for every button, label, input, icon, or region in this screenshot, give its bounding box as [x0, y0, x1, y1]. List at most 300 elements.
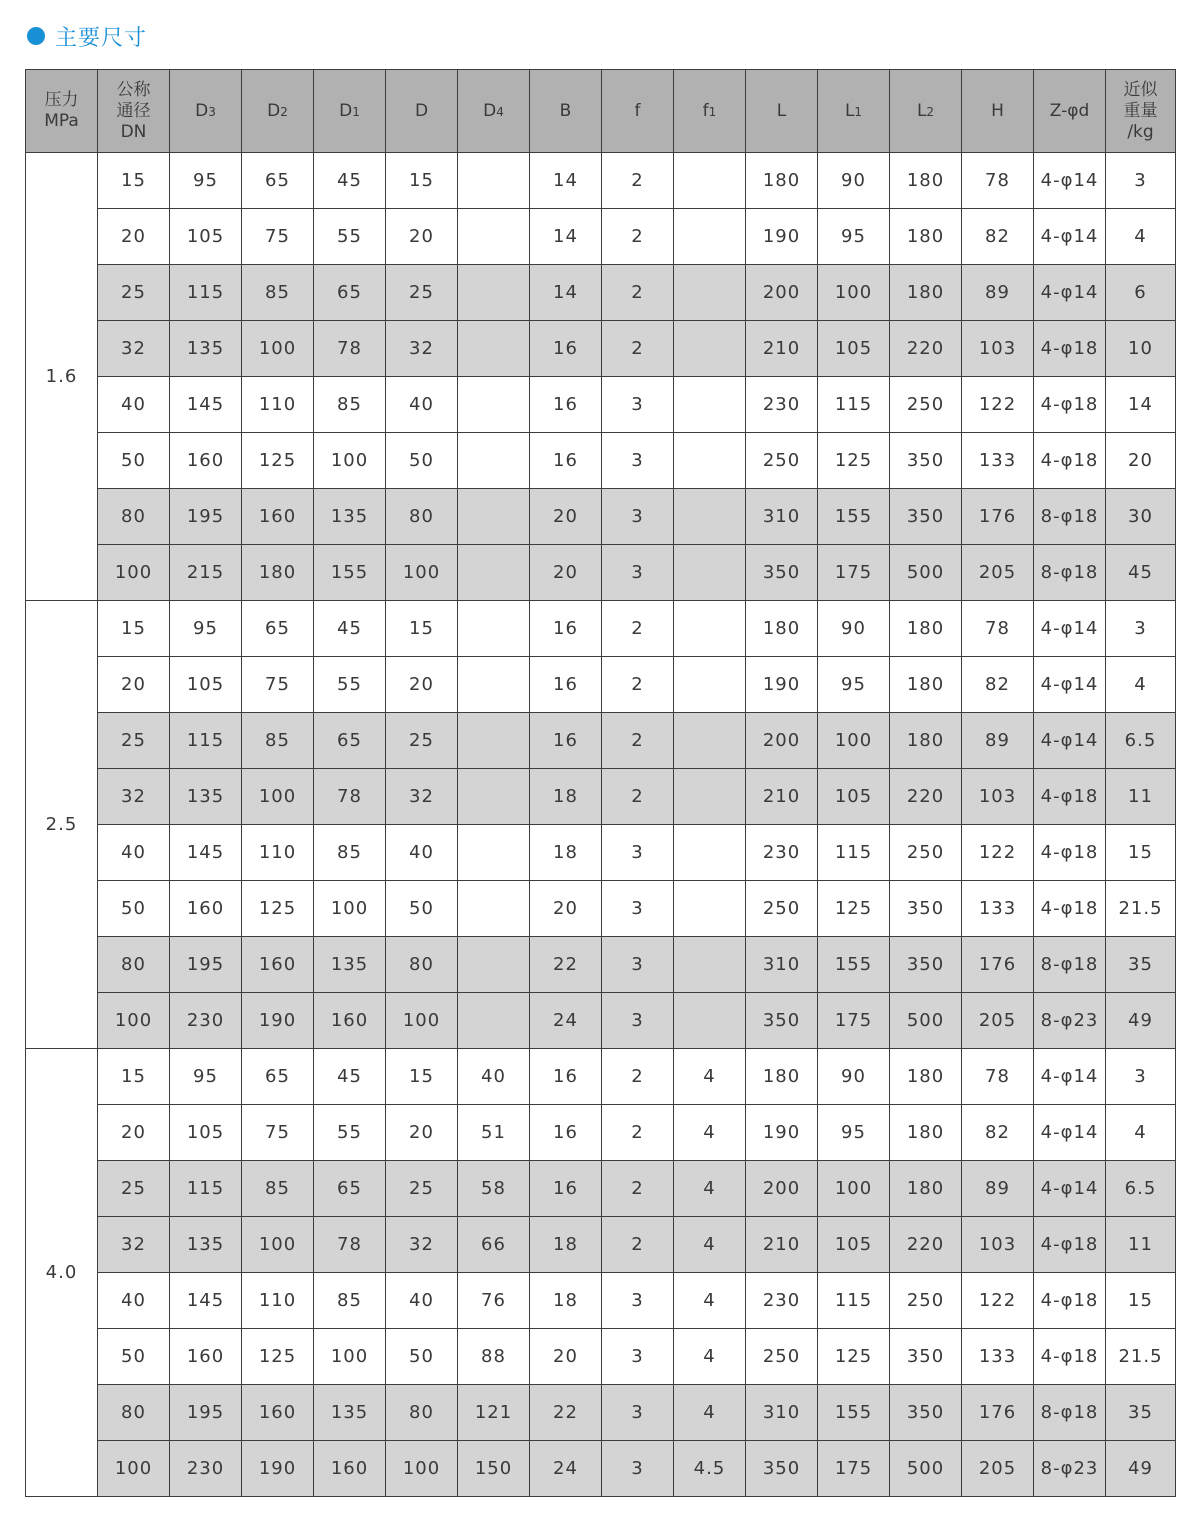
cell-d1: 65 [314, 713, 386, 769]
cell-d4 [458, 489, 530, 545]
cell-b: 24 [530, 1441, 602, 1497]
cell-d3: 195 [170, 1385, 242, 1441]
cell-l2: 350 [890, 1329, 962, 1385]
cell-b: 18 [530, 769, 602, 825]
cell-weight: 35 [1106, 1385, 1176, 1441]
cell-f: 3 [602, 937, 674, 993]
cell-d3: 160 [170, 881, 242, 937]
cell-f: 2 [602, 713, 674, 769]
table-row [26, 377, 1176, 433]
cell-d3: 95 [170, 1049, 242, 1105]
cell-b: 16 [530, 433, 602, 489]
cell-h: 176 [962, 937, 1034, 993]
cell-b: 16 [530, 713, 602, 769]
cell-dn: 100 [98, 993, 170, 1049]
cell-zd: 8-φ18 [1034, 489, 1106, 545]
cell-f: 3 [602, 433, 674, 489]
header-d: D [386, 70, 458, 153]
cell-l: 250 [746, 1329, 818, 1385]
cell-f1 [674, 993, 746, 1049]
cell-f1: 4 [674, 1385, 746, 1441]
cell-weight: 21.5 [1106, 1329, 1176, 1385]
cell-zd: 4-φ14 [1034, 1161, 1106, 1217]
cell-dn: 15 [98, 1049, 170, 1105]
cell-b: 14 [530, 265, 602, 321]
cell-weight: 3 [1106, 1049, 1176, 1105]
cell-l2: 180 [890, 265, 962, 321]
cell-d3: 195 [170, 489, 242, 545]
cell-zd: 8-φ23 [1034, 1441, 1106, 1497]
cell-dn: 32 [98, 1217, 170, 1273]
cell-weight: 3 [1106, 153, 1176, 209]
header-h: H [962, 70, 1034, 153]
cell-d1: 135 [314, 937, 386, 993]
cell-l: 210 [746, 769, 818, 825]
table-header-row [26, 70, 1176, 153]
cell-d4 [458, 601, 530, 657]
cell-l: 350 [746, 993, 818, 1049]
cell-d4 [458, 265, 530, 321]
cell-l: 350 [746, 545, 818, 601]
cell-weight: 6.5 [1106, 713, 1176, 769]
cell-d1: 85 [314, 1273, 386, 1329]
cell-d4: 88 [458, 1329, 530, 1385]
cell-weight: 35 [1106, 937, 1176, 993]
cell-l1: 100 [818, 713, 890, 769]
cell-d: 32 [386, 321, 458, 377]
header-d1: D1 [314, 70, 386, 153]
cell-zd: 4-φ14 [1034, 657, 1106, 713]
cell-weight: 14 [1106, 377, 1176, 433]
cell-f1 [674, 769, 746, 825]
cell-f1 [674, 209, 746, 265]
cell-b: 16 [530, 321, 602, 377]
cell-d3: 135 [170, 769, 242, 825]
cell-d4 [458, 545, 530, 601]
cell-d: 15 [386, 601, 458, 657]
cell-b: 20 [530, 489, 602, 545]
cell-b: 22 [530, 937, 602, 993]
table-row [26, 993, 1176, 1049]
cell-l: 310 [746, 937, 818, 993]
cell-d2: 65 [242, 1049, 314, 1105]
cell-d4 [458, 209, 530, 265]
cell-l2: 250 [890, 377, 962, 433]
cell-d: 40 [386, 1273, 458, 1329]
table-row [26, 489, 1176, 545]
cell-f1 [674, 489, 746, 545]
cell-f1 [674, 713, 746, 769]
cell-weight: 15 [1106, 1273, 1176, 1329]
cell-d4 [458, 881, 530, 937]
cell-f: 2 [602, 1161, 674, 1217]
cell-h: 176 [962, 489, 1034, 545]
cell-zd: 8-φ23 [1034, 993, 1106, 1049]
header-pressure: 压力 MPa [26, 70, 98, 153]
cell-f1 [674, 825, 746, 881]
cell-f: 3 [602, 881, 674, 937]
cell-f: 2 [602, 265, 674, 321]
cell-l2: 350 [890, 937, 962, 993]
table-row [26, 601, 1176, 657]
header-dn: 公称 通径 DN [98, 70, 170, 153]
cell-l2: 350 [890, 433, 962, 489]
cell-l2: 350 [890, 1385, 962, 1441]
cell-dn: 32 [98, 769, 170, 825]
cell-b: 18 [530, 1217, 602, 1273]
cell-l1: 155 [818, 937, 890, 993]
cell-zd: 4-φ14 [1034, 1105, 1106, 1161]
cell-f1: 4 [674, 1161, 746, 1217]
cell-d: 80 [386, 489, 458, 545]
cell-dn: 40 [98, 825, 170, 881]
cell-d3: 95 [170, 153, 242, 209]
cell-f: 2 [602, 657, 674, 713]
section-heading [27, 20, 147, 52]
cell-d2: 65 [242, 601, 314, 657]
cell-l2: 250 [890, 1273, 962, 1329]
cell-dn: 50 [98, 881, 170, 937]
cell-l1: 95 [818, 209, 890, 265]
cell-l: 200 [746, 713, 818, 769]
cell-d4: 76 [458, 1273, 530, 1329]
cell-l1: 105 [818, 769, 890, 825]
cell-f: 3 [602, 825, 674, 881]
pressure-cell: 2.5 [26, 601, 98, 1049]
cell-l1: 175 [818, 1441, 890, 1497]
cell-zd: 4-φ18 [1034, 433, 1106, 489]
cell-l: 190 [746, 657, 818, 713]
cell-b: 16 [530, 1161, 602, 1217]
cell-f: 2 [602, 321, 674, 377]
cell-h: 78 [962, 1049, 1034, 1105]
table-row [26, 433, 1176, 489]
cell-b: 16 [530, 657, 602, 713]
cell-h: 205 [962, 993, 1034, 1049]
cell-l1: 90 [818, 601, 890, 657]
table-body [26, 153, 1176, 1497]
table-row [26, 1441, 1176, 1497]
cell-l2: 500 [890, 993, 962, 1049]
cell-b: 24 [530, 993, 602, 1049]
table-row [26, 209, 1176, 265]
cell-h: 205 [962, 1441, 1034, 1497]
cell-dn: 25 [98, 1161, 170, 1217]
cell-d2: 190 [242, 1441, 314, 1497]
cell-zd: 4-φ14 [1034, 601, 1106, 657]
cell-d1: 155 [314, 545, 386, 601]
cell-d1: 135 [314, 1385, 386, 1441]
table-row [26, 713, 1176, 769]
cell-d2: 100 [242, 321, 314, 377]
header-l: L [746, 70, 818, 153]
cell-l: 250 [746, 433, 818, 489]
cell-l: 210 [746, 1217, 818, 1273]
cell-h: 122 [962, 1273, 1034, 1329]
bullet-dot-icon [27, 27, 45, 45]
cell-weight: 10 [1106, 321, 1176, 377]
table-row [26, 1161, 1176, 1217]
cell-h: 89 [962, 1161, 1034, 1217]
cell-l2: 220 [890, 1217, 962, 1273]
cell-zd: 4-φ18 [1034, 769, 1106, 825]
cell-d3: 160 [170, 433, 242, 489]
cell-h: 82 [962, 209, 1034, 265]
cell-h: 82 [962, 1105, 1034, 1161]
header-b: B [530, 70, 602, 153]
cell-d4: 66 [458, 1217, 530, 1273]
cell-f: 2 [602, 601, 674, 657]
cell-d3: 95 [170, 601, 242, 657]
cell-l1: 125 [818, 433, 890, 489]
cell-zd: 4-φ18 [1034, 881, 1106, 937]
cell-d: 25 [386, 1161, 458, 1217]
cell-b: 14 [530, 209, 602, 265]
cell-l1: 155 [818, 489, 890, 545]
cell-d: 20 [386, 1105, 458, 1161]
cell-l2: 220 [890, 769, 962, 825]
cell-l2: 180 [890, 1049, 962, 1105]
cell-weight: 6 [1106, 265, 1176, 321]
cell-d2: 75 [242, 1105, 314, 1161]
header-d3: D3 [170, 70, 242, 153]
cell-d4 [458, 433, 530, 489]
cell-h: 103 [962, 769, 1034, 825]
cell-f: 3 [602, 1441, 674, 1497]
cell-l: 180 [746, 153, 818, 209]
header-f: f [602, 70, 674, 153]
cell-weight: 4 [1106, 657, 1176, 713]
cell-h: 82 [962, 657, 1034, 713]
cell-f: 3 [602, 1329, 674, 1385]
cell-l: 210 [746, 321, 818, 377]
cell-d1: 78 [314, 1217, 386, 1273]
table-row [26, 153, 1176, 209]
cell-weight: 15 [1106, 825, 1176, 881]
cell-l2: 350 [890, 881, 962, 937]
cell-l2: 500 [890, 1441, 962, 1497]
header-f1: f1 [674, 70, 746, 153]
table-row [26, 1105, 1176, 1161]
cell-l1: 125 [818, 1329, 890, 1385]
cell-f1: 4 [674, 1217, 746, 1273]
cell-d2: 125 [242, 881, 314, 937]
cell-dn: 20 [98, 657, 170, 713]
cell-d1: 85 [314, 377, 386, 433]
cell-zd: 4-φ14 [1034, 713, 1106, 769]
table-row [26, 1217, 1176, 1273]
cell-d1: 45 [314, 153, 386, 209]
cell-d4: 58 [458, 1161, 530, 1217]
cell-d: 100 [386, 993, 458, 1049]
cell-l1: 90 [818, 1049, 890, 1105]
section-title: 主要尺寸 [55, 25, 148, 51]
cell-l: 310 [746, 1385, 818, 1441]
cell-weight: 20 [1106, 433, 1176, 489]
cell-h: 133 [962, 1329, 1034, 1385]
cell-d2: 75 [242, 657, 314, 713]
cell-d3: 115 [170, 713, 242, 769]
cell-h: 176 [962, 1385, 1034, 1441]
cell-d2: 85 [242, 1161, 314, 1217]
cell-l: 200 [746, 1161, 818, 1217]
cell-d1: 55 [314, 657, 386, 713]
cell-b: 20 [530, 881, 602, 937]
cell-f1: 4 [674, 1049, 746, 1105]
cell-l1: 115 [818, 377, 890, 433]
cell-d1: 45 [314, 601, 386, 657]
cell-weight: 49 [1106, 1441, 1176, 1497]
cell-d: 32 [386, 769, 458, 825]
cell-b: 20 [530, 1329, 602, 1385]
table-row [26, 881, 1176, 937]
table-row [26, 1385, 1176, 1441]
cell-h: 103 [962, 1217, 1034, 1273]
cell-f1: 4 [674, 1329, 746, 1385]
cell-d4 [458, 713, 530, 769]
cell-f1 [674, 321, 746, 377]
cell-d3: 105 [170, 657, 242, 713]
cell-l: 190 [746, 209, 818, 265]
cell-d4: 51 [458, 1105, 530, 1161]
cell-d1: 78 [314, 769, 386, 825]
cell-d: 32 [386, 1217, 458, 1273]
cell-l2: 180 [890, 713, 962, 769]
cell-d2: 85 [242, 713, 314, 769]
cell-l: 190 [746, 1105, 818, 1161]
cell-zd: 4-φ18 [1034, 1329, 1106, 1385]
cell-f: 3 [602, 489, 674, 545]
cell-dn: 25 [98, 265, 170, 321]
cell-l1: 105 [818, 321, 890, 377]
cell-dn: 40 [98, 377, 170, 433]
cell-d2: 160 [242, 489, 314, 545]
table-row [26, 545, 1176, 601]
cell-f1 [674, 265, 746, 321]
header-d4: D4 [458, 70, 530, 153]
cell-l: 180 [746, 1049, 818, 1105]
cell-b: 18 [530, 1273, 602, 1329]
cell-d4 [458, 377, 530, 433]
cell-zd: 4-φ18 [1034, 1273, 1106, 1329]
cell-d4 [458, 993, 530, 1049]
cell-l1: 175 [818, 993, 890, 1049]
cell-h: 89 [962, 265, 1034, 321]
cell-d3: 230 [170, 1441, 242, 1497]
cell-d1: 160 [314, 1441, 386, 1497]
cell-b: 18 [530, 825, 602, 881]
cell-f1 [674, 937, 746, 993]
cell-d2: 110 [242, 825, 314, 881]
cell-dn: 32 [98, 321, 170, 377]
cell-zd: 4-φ14 [1034, 153, 1106, 209]
cell-d1: 65 [314, 265, 386, 321]
cell-dn: 20 [98, 1105, 170, 1161]
cell-f: 3 [602, 545, 674, 601]
cell-d2: 65 [242, 153, 314, 209]
cell-weight: 30 [1106, 489, 1176, 545]
cell-d4: 121 [458, 1385, 530, 1441]
cell-d: 50 [386, 881, 458, 937]
dimensions-table [25, 69, 1176, 1497]
cell-zd: 4-φ14 [1034, 209, 1106, 265]
cell-l: 230 [746, 825, 818, 881]
header-z-phi-d: Z-φd [1034, 70, 1106, 153]
cell-l2: 180 [890, 657, 962, 713]
cell-d4: 150 [458, 1441, 530, 1497]
cell-d: 100 [386, 545, 458, 601]
cell-d: 20 [386, 657, 458, 713]
cell-dn: 50 [98, 433, 170, 489]
table-row [26, 769, 1176, 825]
cell-dn: 15 [98, 601, 170, 657]
cell-l1: 90 [818, 153, 890, 209]
cell-d4 [458, 825, 530, 881]
cell-f1: 4 [674, 1105, 746, 1161]
cell-d1: 100 [314, 881, 386, 937]
cell-d3: 135 [170, 1217, 242, 1273]
cell-weight: 11 [1106, 769, 1176, 825]
cell-dn: 80 [98, 489, 170, 545]
cell-f1 [674, 433, 746, 489]
cell-l2: 180 [890, 1105, 962, 1161]
cell-d3: 160 [170, 1329, 242, 1385]
cell-weight: 11 [1106, 1217, 1176, 1273]
cell-l2: 180 [890, 1161, 962, 1217]
cell-l1: 95 [818, 1105, 890, 1161]
cell-f1: 4.5 [674, 1441, 746, 1497]
cell-d: 50 [386, 433, 458, 489]
cell-d1: 160 [314, 993, 386, 1049]
table-row [26, 937, 1176, 993]
cell-f: 3 [602, 377, 674, 433]
cell-zd: 8-φ18 [1034, 545, 1106, 601]
cell-l: 230 [746, 377, 818, 433]
cell-l1: 155 [818, 1385, 890, 1441]
cell-f: 2 [602, 209, 674, 265]
header-weight: 近似 重量 /kg [1106, 70, 1176, 153]
cell-b: 14 [530, 153, 602, 209]
cell-dn: 20 [98, 209, 170, 265]
cell-d2: 180 [242, 545, 314, 601]
cell-l1: 175 [818, 545, 890, 601]
cell-h: 78 [962, 153, 1034, 209]
cell-d1: 78 [314, 321, 386, 377]
table-row [26, 657, 1176, 713]
cell-d: 40 [386, 825, 458, 881]
cell-f1 [674, 657, 746, 713]
cell-l1: 105 [818, 1217, 890, 1273]
cell-f: 2 [602, 769, 674, 825]
cell-l: 230 [746, 1273, 818, 1329]
table-row [26, 321, 1176, 377]
cell-zd: 4-φ18 [1034, 1217, 1106, 1273]
cell-zd: 8-φ18 [1034, 1385, 1106, 1441]
cell-d: 25 [386, 713, 458, 769]
cell-l: 180 [746, 601, 818, 657]
cell-l1: 115 [818, 825, 890, 881]
cell-d1: 55 [314, 209, 386, 265]
cell-l1: 125 [818, 881, 890, 937]
cell-d3: 105 [170, 1105, 242, 1161]
cell-weight: 45 [1106, 545, 1176, 601]
cell-d: 80 [386, 937, 458, 993]
cell-d: 25 [386, 265, 458, 321]
cell-h: 103 [962, 321, 1034, 377]
cell-d4: 40 [458, 1049, 530, 1105]
cell-b: 20 [530, 545, 602, 601]
cell-f: 3 [602, 993, 674, 1049]
